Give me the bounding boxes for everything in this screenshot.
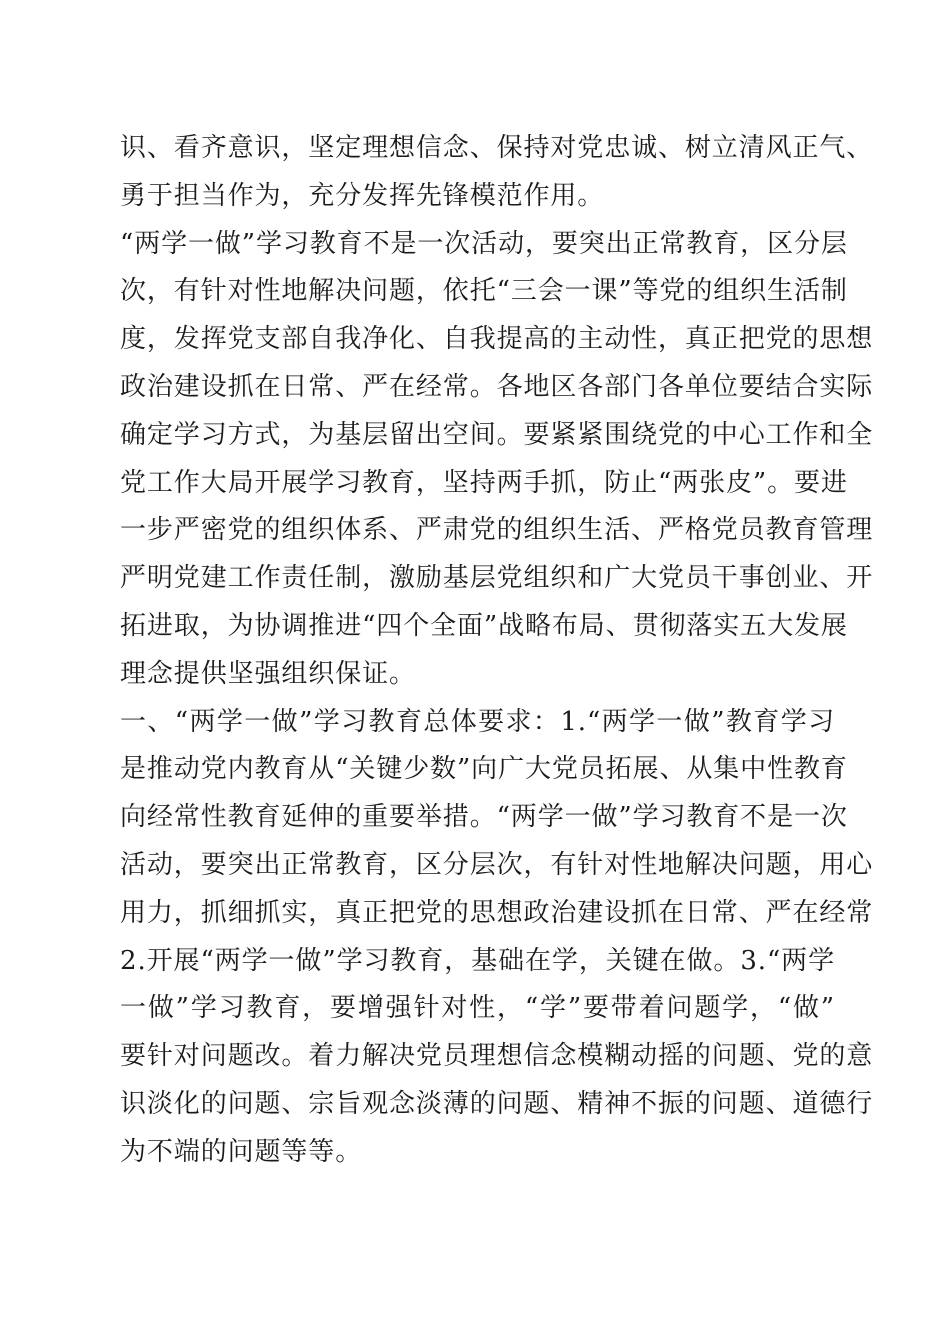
text-line-13: 一、“两学一做”学习教育总体要求：1.“两学一做”教育学习 — [120, 706, 835, 737]
text-line-2: 勇于担当作为，充分发挥先锋模范作用。 — [120, 180, 605, 211]
text-line-15: 向经常性教育延伸的重要举措。“两学一做”学习教育不是一次 — [120, 802, 848, 833]
text-line-1: 识、看齐意识，坚定理想信念、保持对党忠诚、树立清风正气、 — [120, 133, 874, 163]
text-line-18: 2.开展“两学一做”学习教育，基础在学，关键在做。3.“两学 — [120, 945, 835, 976]
text-line-3: “两学一做”学习教育不是一次活动，要突出正常教育，区分层 — [120, 228, 848, 259]
text-line-10: 严明党建工作责任制，激励基层党组织和广大党员干事创业、开 — [120, 563, 874, 594]
text-line-16: 活动，要突出正常教育，区分层次，有针对性地解决问题，用心 — [120, 849, 874, 880]
text-line-5: 度，发挥党支部自我净化、自我提高的主动性，真正把党的思想 — [120, 324, 874, 355]
text-line-11: 拓进取，为协调推进“四个全面”战略布局、贯彻落实五大发展 — [120, 610, 848, 641]
text-line-9: 一步严密党的组织体系、严肃党的组织生活、严格党员教育管理 — [120, 515, 874, 546]
body-text — [120, 125, 874, 1177]
text-line-7: 确定学习方式，为基层留出空间。要紧紧围绕党的中心工作和全 — [120, 419, 874, 450]
text-line-6: 政治建设抓在日常、严在经常。各地区各部门各单位要结合实际 — [120, 371, 874, 402]
text-line-21: 识淡化的问题、宗旨观念淡薄的问题、精神不振的问题、道德行 — [120, 1088, 874, 1119]
text-line-4: 次，有针对性地解决问题，依托“三会一课”等党的组织生活制 — [120, 276, 848, 307]
text-line-19: 一做”学习教育，要增强针对性，“学”要带着问题学，“做” — [120, 993, 835, 1024]
text-line-20: 要针对问题改。着力解决党员理想信念模糊动摇的问题、党的意 — [120, 1041, 874, 1072]
text-line-8: 党工作大局开展学习教育，坚持两手抓，防止“两张皮”。要进 — [120, 467, 848, 498]
text-line-17: 用力，抓细抓实，真正把党的思想政治建设抓在日常、严在经常 — [120, 897, 874, 928]
text-line-14: 是推动党内教育从“关键少数”向广大党员拓展、从集中性教育 — [120, 754, 848, 785]
text-line-12: 理念提供坚强组织保证。 — [120, 658, 416, 689]
text-line-22: 为不端的问题等等。 — [120, 1136, 363, 1167]
